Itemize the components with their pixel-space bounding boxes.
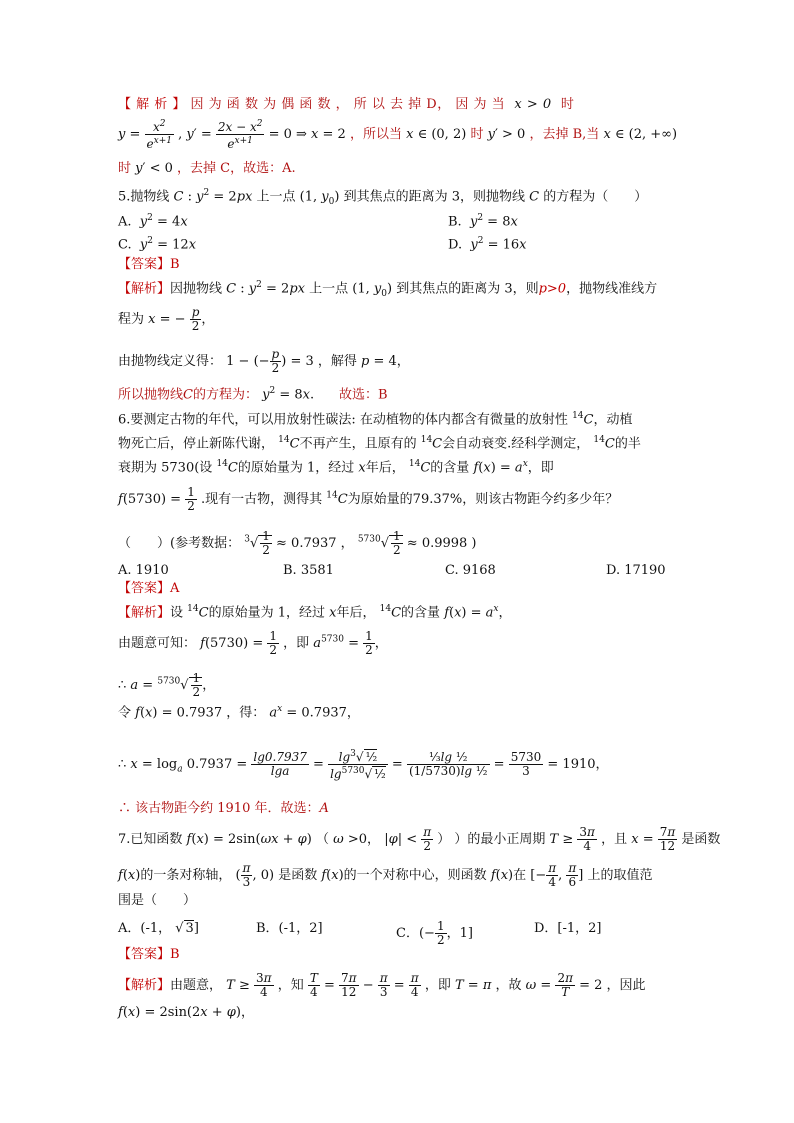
q6-explanation-line2: 由题意可知： f(5730) = $\frac{1}{2}$ ，即 $a^{5730}$ = $\frac{1}{2}$ ， [118, 629, 388, 657]
q7-answer: 【答案】B [118, 947, 180, 962]
q5-stem: 5.抛物线 C : $y^2 = 2px$ 上一点 (1, $y_0$) 到其焦点的距离为 3，则抛物线 C 的方程为（ ） [118, 188, 648, 207]
q6-explanation-line6: ∴ 该古物距今约 1910 年．故选：A [118, 801, 329, 816]
q6-option-a: A. 1910 [118, 563, 169, 578]
q6-explanation-line1: 【解析】设 $^{14}$C的原始量为 1，经过 x年后， $^{14}$C的含量 $f(x) = a^x$， [118, 604, 512, 621]
q5-option-b: B. $y^2 = 8x$ [448, 213, 518, 230]
q5-explanation-line3: 由抛物线定义得： 1 − (− $\frac{p}{2}$ ) = 3 ，解得 p = 4， [118, 347, 410, 375]
q6-option-c: C. 9168 [445, 563, 496, 578]
prev-explanation-line1: 【 解 析 】 因 为 函 数 为 偶 函 数 ， 所 以 去 掉 D， 因 为 当 x > 0 时 [118, 97, 575, 112]
q7-stem-line2: f(x)的一条对称轴， ( $\frac{\pi}{3}$ , 0) 是函数 f(x)的一个对称中心，则函数 f(x)在 [− $\frac{\pi}{4}$ , $\frac{\pi}{6}$ ] 上的取值范 [118, 861, 653, 889]
q6-explanation-line5: ∴ $x = \log_a 0.7937$ = $\frac{\lg 0.7937}{\lg a}$ = $\frac{\lg^3√ \frac{1}{2}}{\lg^{5730}√ \frac{1}{2}}$ = $\frac{\text{⅓lg ½}}{\text{(1/5730)lg ½}}$ = $\frac{5730}{3}$ = 1910， [118, 749, 609, 781]
q5-explanation-line1: 【解析】因抛物线 C : $y^2 = 2px$ 上一点 (1, $y_0$) 到其焦点的距离为 3，则p>0，抛物线准线方 [118, 280, 658, 299]
q6-explanation-line3: ∴ a = $^{5730}$√ $\frac{1}{2}$ ， [118, 671, 216, 699]
q5-option-d: D. $y^2 = 16x$ [448, 236, 527, 253]
q5-option-a: A. $y^2 = 4x$ [118, 213, 188, 230]
q6-explanation-line4: 令 f(x) = 0.7937 ，得： $a^x = 0.7937$， [118, 704, 360, 721]
q6-option-d: D. 17190 [606, 563, 666, 578]
q5-explanation-line2: 程为 x = − $\frac{p}{2}$ ， [118, 305, 215, 333]
q7-stem-line3: 围是（ ） [118, 893, 197, 908]
q7-option-a: A．(-1， √ 3] [118, 921, 199, 936]
q6-answer: 【答案】A [118, 581, 180, 596]
q5-answer: 【答案】B [118, 257, 180, 272]
q6-stem-line3: 衰期为 5730(设 $^{14}$C的原始量为 1，经过 x年后， $^{14}$C的含量 $f(x) = a^x$，即 [118, 459, 554, 476]
q6-option-b: B. 3581 [283, 563, 334, 578]
q6-stem-line5: （ ）(参考数据： $^3$√ $\frac{1}{2}$ ≈ 0.7937 ， $^{5730}$√ $\frac{1}{2}$ ≈ 0.9998 ) [118, 529, 477, 557]
q7-stem-line1: 7.已知函数 f(x) = 2sin(ωx + φ) （ ω >0， |φ| < $\frac{\pi}{2}$ ） ）的最小正周期 T ≥ $\frac{3\pi}{4}$ ，且 x = $\frac{7\pi}{12}$ 是函数 [118, 825, 721, 853]
prev-explanation-line2: y = $\frac{x^2}{e^{x+1}}$ , y′ = $\frac{2x - x^2}{e^{x+1}}$ = 0 ⇒ x = 2 ，所以当 x ∈ (0, 2) 时 y′ > 0 ，去掉 B,当 x ∈ (2, +∞) [118, 119, 678, 151]
q7-option-b: B．(-1，2] [256, 921, 323, 936]
q6-stem-line4: f(5730) = $\frac{1}{2}$ .现有一古物，测得其 $^{14}$C为原始量的79.37%，则该古物距今约多少年？ [118, 485, 619, 513]
prev-explanation-line3: 时 y′ < 0 ，去掉 C，故选：A. [118, 161, 296, 176]
explanation-tag: 【 解 析 】 [118, 97, 186, 112]
q6-stem-line1: 6.要测定古物的年代，可以用放射性碳法: 在动植物的体内都含有微量的放射性 $^{14}$C，动植 [118, 411, 633, 428]
q7-explanation-line2: f(x) = 2sin(2x + φ)， [118, 1005, 254, 1020]
q7-option-c: C．(− $\frac{1}{2}$ ，1] [396, 919, 473, 947]
q5-explanation-line4: 所以抛物线C的方程为： $y^2 = 8x$. 故选：B [118, 386, 388, 403]
q7-explanation-line1: 【解析】由题意， T ≥ $\frac{3\pi}{4}$ ，知 $\frac{T}{4}$ = $\frac{7\pi}{12}$ − $\frac{\pi}{3}$ = $\frac{\pi}{4}$ ，即 T = π ，故 ω = $\frac{2\pi}{T}$ = 2 ，因此 [118, 971, 646, 999]
q5-option-c: C. $y^2 = 12x$ [118, 236, 197, 253]
q6-stem-line2: 物死亡后，停止新陈代谢， $^{14}$C不再产生，且原有的 $^{14}$C会自动衰变.经科学测定， $^{14}$C的半 [118, 435, 641, 452]
q7-option-d: D．[-1，2] [534, 921, 602, 936]
